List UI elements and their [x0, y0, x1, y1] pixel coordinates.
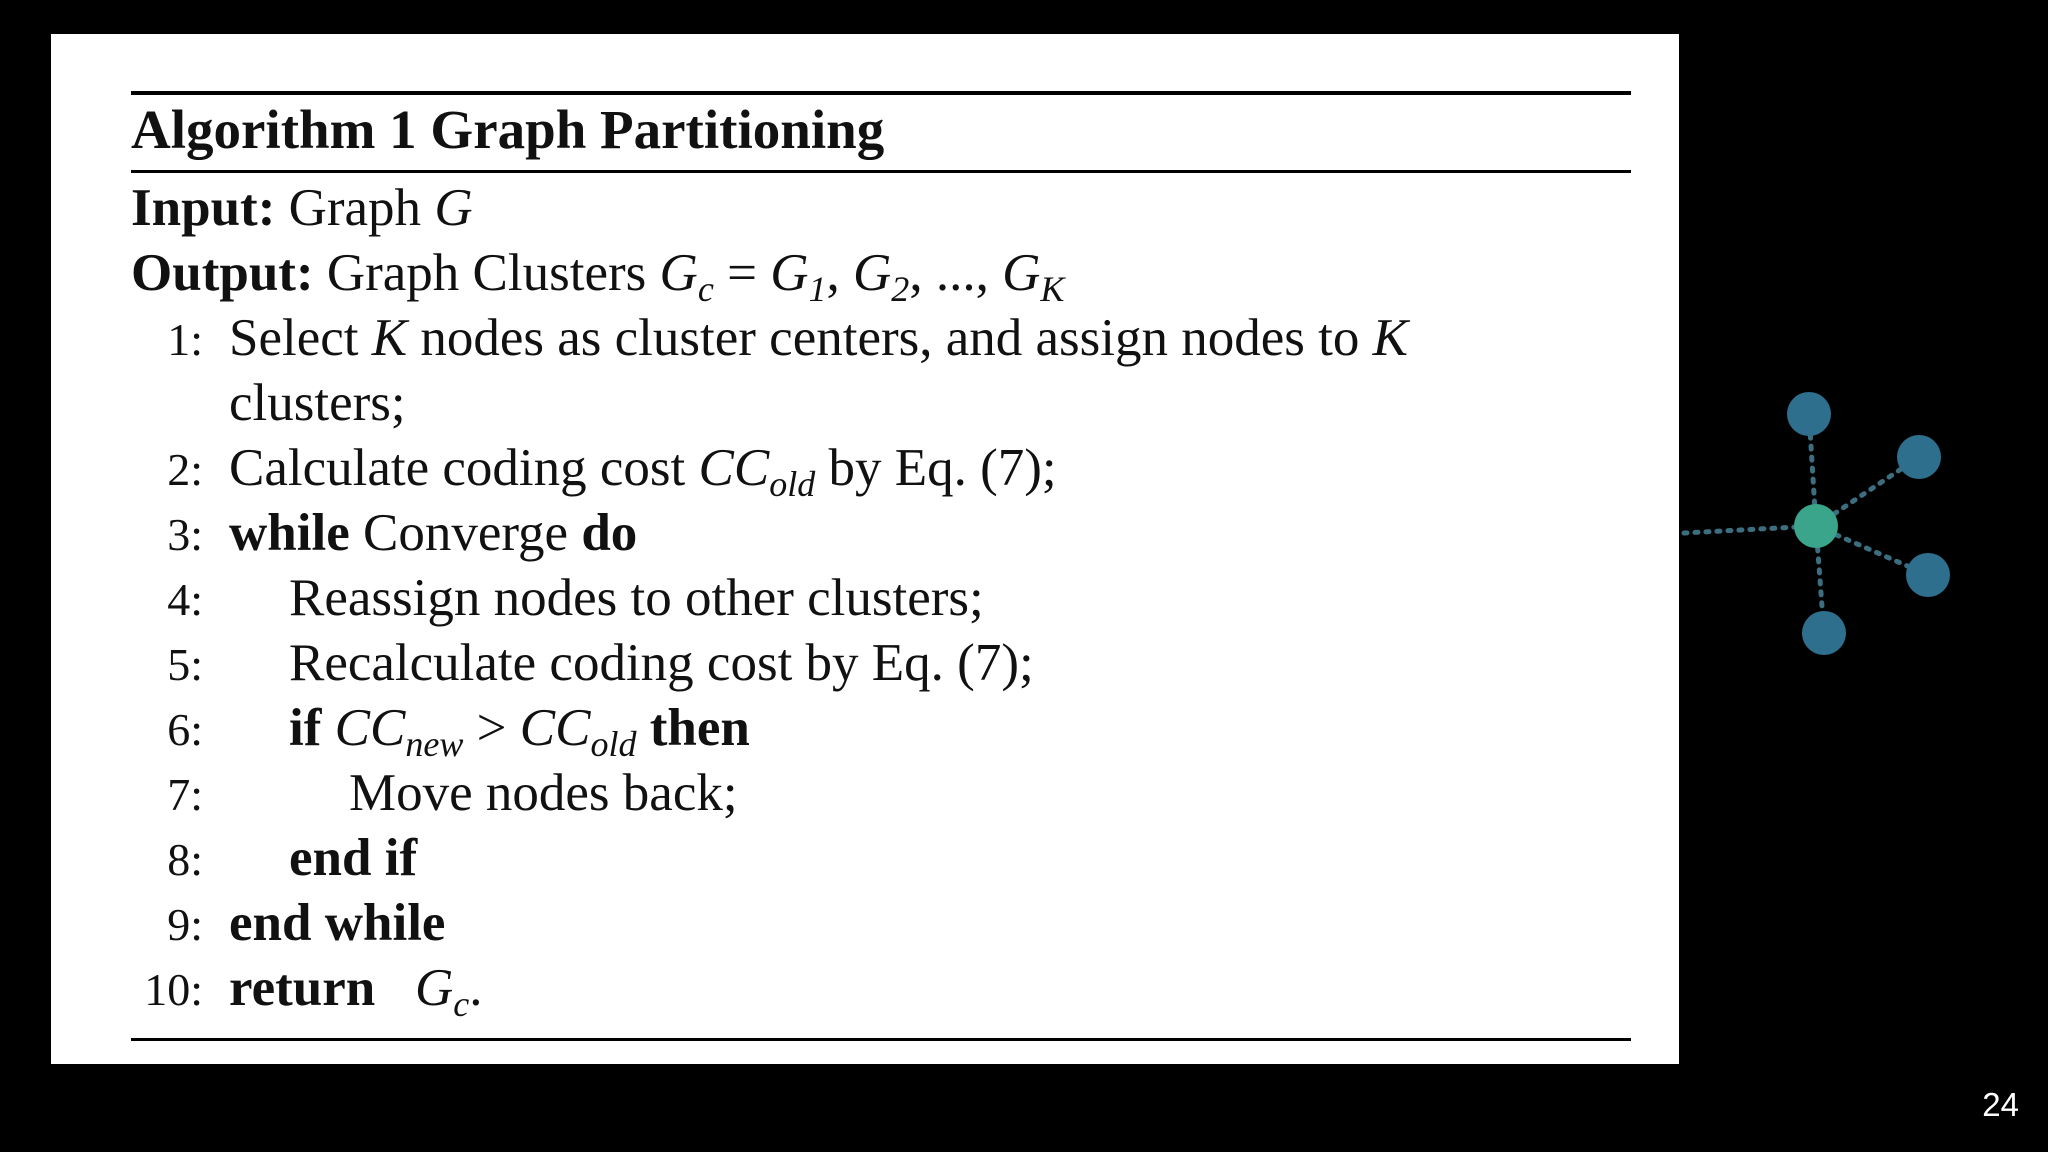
cc-old-symbol: $CC_{old}$ — [698, 439, 816, 504]
step-3 — [131, 501, 637, 566]
keyword-while: while — [229, 504, 350, 562]
outer-node — [1906, 553, 1950, 597]
input-label: Input: — [131, 179, 276, 237]
period: . — [469, 959, 483, 1017]
input-line — [131, 176, 473, 241]
step-4 — [131, 566, 984, 631]
step-text: Move nodes back; — [349, 764, 738, 822]
step-9 — [131, 891, 445, 956]
step-1 — [131, 306, 1408, 371]
step-10 — [131, 956, 483, 1024]
line-number: 7: — [167, 769, 203, 820]
gc-symbol: $G_c$ — [414, 959, 470, 1024]
output-line — [131, 241, 1065, 309]
keyword-end-if: end if — [289, 829, 418, 887]
bottom-rule — [131, 1038, 1631, 1041]
keyword-return: return — [229, 959, 376, 1017]
network-graph-icon — [1680, 380, 1980, 670]
keyword-end-while: end while — [229, 894, 446, 952]
step-text: Converge — [349, 504, 582, 562]
input-text: Graph — [288, 179, 435, 237]
step-8 — [131, 826, 417, 891]
keyword-if: if — [289, 699, 322, 757]
line-number: 1: — [167, 314, 203, 365]
step-6 — [131, 696, 750, 764]
g2-symbol: $G_2$ — [853, 244, 910, 309]
output-label: Output: — [131, 244, 314, 302]
line-number: 2: — [167, 444, 203, 495]
keyword-then: then — [649, 699, 750, 757]
step-5 — [131, 631, 1034, 696]
k-var: K — [1372, 309, 1409, 367]
step-text: Recalculate coding cost by Eq. (7); — [289, 634, 1034, 692]
cc-new-symbol: $CC_{new}$ — [334, 699, 464, 764]
outer-node — [1897, 435, 1941, 479]
comma: , — [826, 244, 854, 302]
cc-old-symbol: $CC_{old}$ — [519, 699, 637, 764]
step-text: Reassign nodes to other clusters; — [289, 569, 984, 627]
step-text: clusters; — [229, 374, 406, 432]
input-var: G — [434, 179, 473, 237]
step-text: Calculate coding cost — [229, 439, 699, 497]
ellipsis: , ..., — [909, 244, 1003, 302]
output-text: Graph Clusters — [326, 244, 660, 302]
k-var: K — [371, 309, 408, 367]
algorithm-title: Algorithm 1 Graph Partitioning — [131, 99, 885, 160]
step-7 — [131, 761, 738, 826]
g1-symbol: $G_1$ — [770, 244, 827, 309]
gk-symbol: $G_K$ — [1002, 244, 1065, 309]
step-text: Select — [229, 309, 372, 367]
line-number: 10: — [144, 964, 203, 1015]
outer-node — [1802, 611, 1846, 655]
step-1-continued — [131, 371, 406, 436]
keyword-do: do — [581, 504, 638, 562]
line-number: 8: — [167, 834, 203, 885]
line-number: 3: — [167, 509, 203, 560]
header-rule — [131, 170, 1631, 173]
line-number: 6: — [167, 704, 203, 755]
algorithm-box — [51, 34, 1679, 1064]
center-node — [1794, 504, 1838, 548]
line-number: 4: — [167, 574, 203, 625]
outer-node — [1787, 392, 1831, 436]
line-number: 9: — [167, 899, 203, 950]
page-number: 24 — [1982, 1086, 2019, 1123]
step-2 — [131, 436, 1057, 504]
step-text: by Eq. (7); — [815, 439, 1057, 497]
greater-than: > — [463, 699, 520, 757]
step-text: nodes as cluster centers, and assign nodes to — [407, 309, 1373, 367]
equals-sign: = — [713, 244, 771, 302]
line-number: 5: — [167, 639, 203, 690]
gc-symbol: $G_c$ — [659, 244, 714, 309]
